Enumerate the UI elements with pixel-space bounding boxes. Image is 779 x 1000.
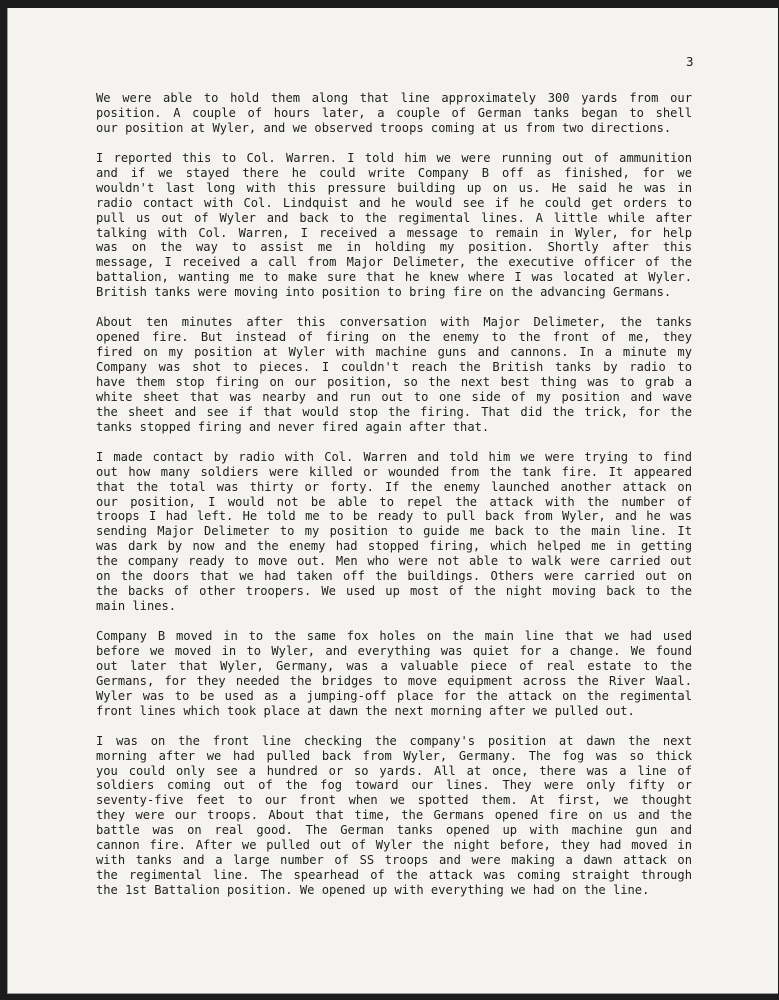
text-line: We were able to hold them along that line approximately 300 yards from our [96,91,692,105]
text-line: Company B moved in to the same fox holes on the main line that we had used [96,629,692,643]
text-line: I reported this to Col. Warren. I told him we were running out of ammunition [96,150,692,165]
text-line: opened fire. But instead of firing on the enemy to the front of me, they [96,330,692,345]
paragraph [96,450,692,614]
text-line: with tanks and a large number of SS troops and were making a dawn attack on [96,853,692,868]
text-line: position. A couple of hours later, a couple of German tanks began to shell [96,105,692,120]
text-line: morning after we had pulled back from Wyler, Germany. The fog was so thick [96,748,692,763]
paragraph [96,734,692,898]
text-line: British tanks were moving into position to bring fire on the advancing Germans. [96,285,672,300]
text-line: our position, I would not be able to repel the attack with the number of [96,494,692,509]
document-body [96,91,692,913]
text-line: wouldn't last long with this pressure building up on us. He said he was in [96,180,692,195]
text-line: talking with Col. Warren, I received a message to remain in Wyler, for help [96,225,692,240]
text-line: you could only see a hundred or so yards. All at once, there was a line of [96,763,692,778]
text-line: radio contact with Col. Lindquist and he would see if he could get orders to [96,195,692,210]
text-line: front lines which took place at dawn the next morning after we pulled out. [96,703,635,718]
text-line: Company was shot to pieces. I couldn't reach the British tanks by radio to [96,360,692,374]
text-line: main lines. [96,599,177,614]
text-line: out how many soldiers were killed or wounded from the tank fire. It appeared [96,464,692,479]
text-line: Germans, for they needed the bridges to move equipment across the River Waal. [96,673,692,688]
text-line: the sheet and see if that would stop the firing. That did the trick, for the [96,404,692,419]
paragraph [96,151,692,300]
paragraph [96,629,692,719]
text-line: before we moved in to Wyler, and everything was quiet for a change. We found [96,643,692,658]
text-line: Wyler was to be used as a jumping-off place for the attack on the regimental [96,688,692,703]
text-line: battle was on real good. The German tanks opened up with machine gun and [96,823,692,838]
text-line: seventy-five feet to our front when we spotted them. At first, we thought [96,793,692,808]
text-line: cannon fire. After we pulled out of Wyler the night before, they had moved in [96,838,692,853]
text-line: our position at Wyler, and we observed troops coming at us from two directions. [96,120,672,135]
text-line: the company ready to move out. Men who were not able to walk were carried out [96,554,692,569]
text-line: white sheet that was nearby and run out to one side of my position and wave [96,389,692,404]
text-line: the backs of other troopers. We used up most of the night moving back to the [96,584,692,599]
text-line: I made contact by radio with Col. Warren and told him we were trying to find [96,449,692,464]
text-line: sending Major Delimeter to my position to guide me back to the main line. It [96,524,692,539]
text-line: soldiers coming out of the fog toward our lines. They were only fifty or [96,778,692,793]
text-line: they were our troops. About that time, the Germans opened fire on us and the [96,808,692,823]
text-line: About ten minutes after this conversation with Major Delimeter, the tanks [96,315,692,330]
text-line: troops I had left. He told me to be ready to pull back from Wyler, and he was [96,509,692,524]
text-line: tanks stopped firing and never fired again after that. [96,419,490,434]
text-line: I was on the front line checking the company's position at dawn the next [96,733,692,748]
text-line: that the total was thirty or forty. If the enemy launched another attack on [96,479,692,494]
text-line: fired on my position at Wyler with machine guns and cannons. In a minute my [96,345,692,360]
paragraph [96,315,692,435]
text-line: battalion, wanting me to make sure that he knew where I was located at Wyler. [96,270,692,285]
text-line: and if we stayed there he could write Company B off as finished, for we [96,165,692,180]
paragraph [96,91,692,136]
text-line: have them stop firing on our position, so the next best thing was to grab a [96,374,692,389]
text-line: was dark by now and the enemy had stopped firing, which helped me in getting [96,539,692,554]
text-line: was on the way to assist me in holding my position. Shortly after this [96,240,692,255]
text-line: pull us out of Wyler and back to the regimental lines. A little while after [96,210,692,225]
page-number: 3 [686,54,694,69]
text-line: the 1st Battalion position. We opened up with everything we had on the line. [96,883,650,897]
text-line: message, I received a call from Major Delimeter, the executive officer of the [96,255,692,270]
text-line: the regimental line. The spearhead of the attack was coming straight through [96,868,692,883]
text-line: out later that Wyler, Germany, was a valuable piece of real estate to the [96,658,692,673]
text-line: on the doors that we had taken off the buildings. Others were carried out on [96,569,692,584]
